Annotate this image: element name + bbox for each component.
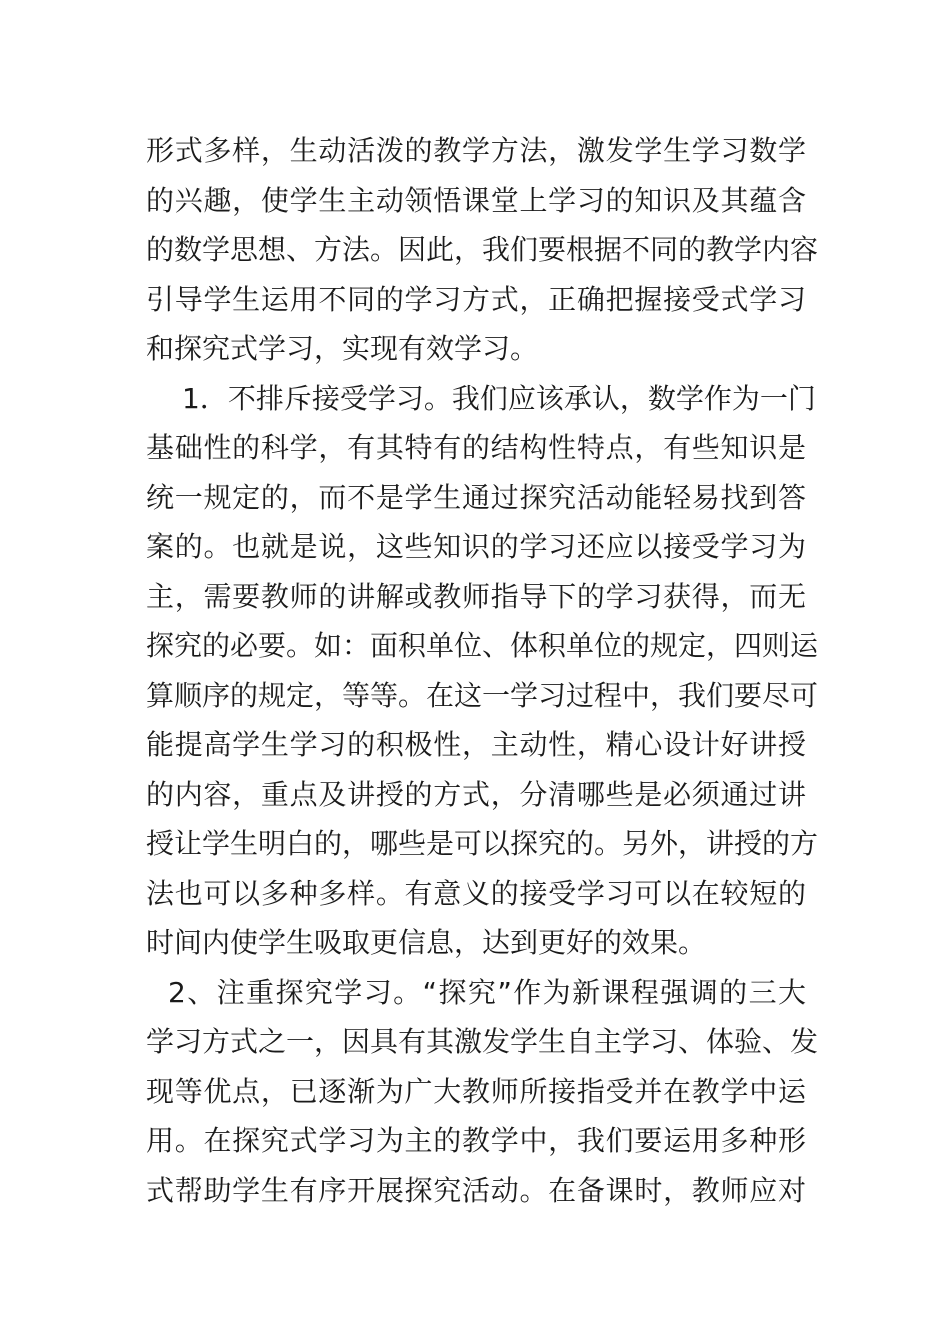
text-line: 时间内使学生吸取更信息，达到更好的效果。: [146, 926, 707, 959]
text-line: 用。在探究式学习为主的教学中，我们要运用多种形: [146, 1124, 806, 1157]
text-line: 现等优点，已逐渐为广大教师所接指受并在教学中运: [146, 1074, 806, 1108]
text-line: 统一规定的，而不是学生通过探究活动能轻易找到答: [146, 480, 806, 514]
section-1-heading-line: 1．不排斥接受学习。我们应该承认，数学作为一门: [182, 381, 816, 415]
text-line: 探究的必要。如：面积单位、体积单位的规定，四则运: [146, 629, 819, 662]
text-line: 形式多样，生动活泼的教学方法，激发学生学习数学: [146, 134, 806, 167]
text-line: 式帮助学生有序开展探究活动。在备课时，教师应对: [146, 1173, 806, 1207]
text-line: 和探究式学习，实现有效学习。: [146, 332, 539, 365]
text-line: 算顺序的规定，等等。在这一学习过程中，我们要尽可: [146, 678, 819, 712]
section-2-heading-line: 2、注重探究学习。“探究”作为新课程强调的三大: [168, 975, 806, 1009]
text-line: 主，需要教师的讲解或教师指导下的学习获得，而无: [146, 579, 806, 613]
text-line: 法也可以多种多样。有意义的接受学习可以在较短的: [146, 876, 806, 910]
text-line: 学习方式之一，因具有其激发学生自主学习、体验、发: [146, 1025, 819, 1058]
body-text: [146, 126, 819, 1215]
text-line: 的数学思想、方法。因此，我们要根据不同的教学内容: [146, 233, 819, 266]
text-line: 案的。也就是说，这些知识的学习还应以接受学习为: [146, 530, 806, 563]
text-line: 基础性的科学，有其特有的结构性特点，有些知识是: [146, 431, 806, 464]
text-line: 的兴趣，使学生主动领悟课堂上学习的知识及其蕴含: [146, 183, 806, 217]
text-line: 引导学生运用不同的学习方式，正确把握接受式学习: [146, 282, 806, 316]
text-line: 的内容，重点及讲授的方式，分清哪些是必须通过讲: [146, 777, 806, 811]
text-line: 授让学生明白的，哪些是可以探究的。另外，讲授的方: [146, 827, 819, 860]
text-line: 能提高学生学习的积极性，主动性，精心设计好讲授: [146, 728, 806, 761]
